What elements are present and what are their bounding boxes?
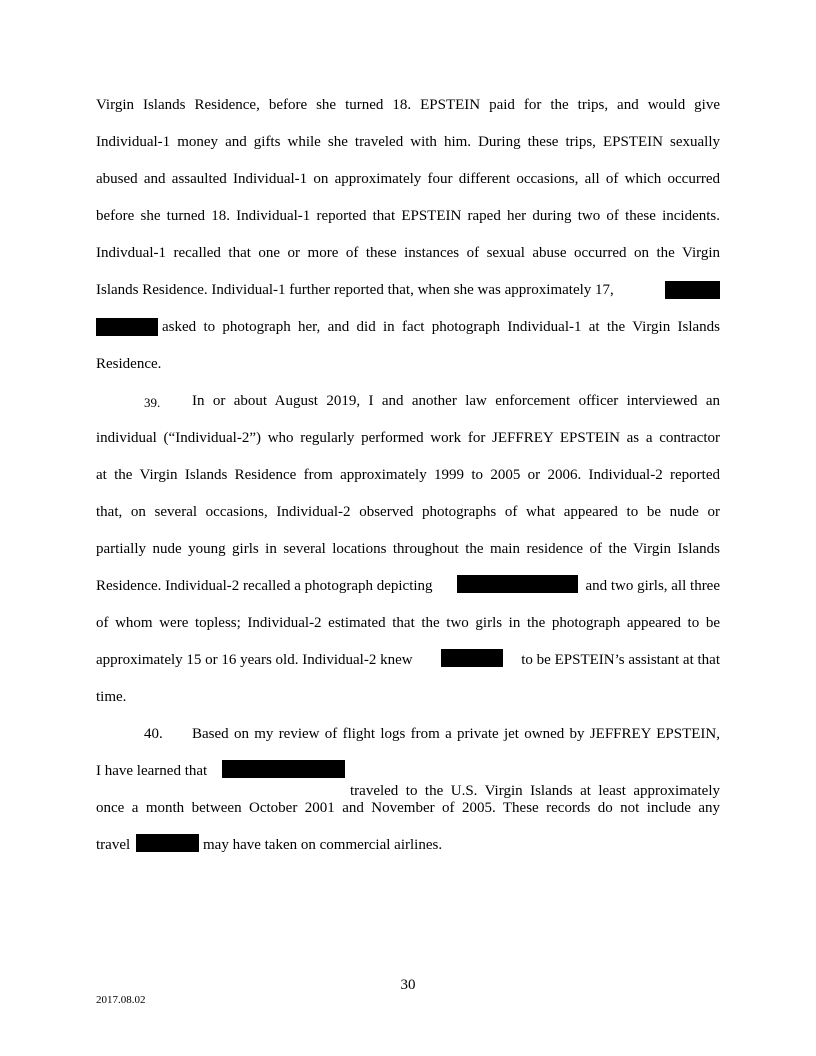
text-segment: travel bbox=[96, 837, 131, 853]
redaction-box bbox=[441, 649, 503, 667]
text-segment: and two girls, all three bbox=[585, 578, 720, 594]
text-line: Residence. bbox=[96, 356, 162, 372]
redaction-box bbox=[665, 281, 720, 299]
text-line: Indivdual-1 recalled that one or more of these instances of sexual abuse occurred on the Virgin bbox=[96, 245, 720, 261]
text-line bbox=[96, 835, 720, 855]
date-stamp: 2017.08.02 bbox=[96, 994, 146, 1006]
text-segment: traveled to the U.S. Virgin Islands at least approximately bbox=[350, 783, 720, 799]
text-line bbox=[96, 650, 720, 670]
redaction-box bbox=[222, 760, 345, 778]
text-line: Virgin Islands Residence, before she turned 18. EPSTEIN paid for the trips, and would give bbox=[96, 97, 720, 113]
text-line: once a month between October 2001 and November of 2005. These records do not include any bbox=[96, 800, 720, 816]
text-line: time. bbox=[96, 689, 127, 705]
text-segment: I have learned that bbox=[96, 763, 208, 779]
text-line: abused and assaulted Individual-1 on approximately four different occasions, all of which occurred bbox=[96, 171, 720, 187]
text-line bbox=[96, 761, 720, 799]
redaction-box bbox=[136, 834, 199, 852]
redaction-box bbox=[96, 318, 158, 336]
text-segment: Residence. Individual-2 recalled a photograph depicting bbox=[96, 578, 433, 594]
paragraph-number: 40. bbox=[144, 726, 163, 742]
text-line: at the Virgin Islands Residence from approximately 1999 to 2005 or 2006. Individual-2 reported bbox=[96, 467, 720, 483]
text-segment: Based on my review of flight logs from a private jet owned by JEFFREY EPSTEIN, bbox=[192, 726, 720, 742]
text-segment: to be EPSTEIN’s assistant at that bbox=[521, 652, 720, 668]
text-line: partially nude young girls in several locations throughout the main residence of the Virgin Islands bbox=[96, 541, 720, 557]
text-line: before she turned 18. Individual-1 reported that EPSTEIN raped her during two of these incidents. bbox=[96, 208, 720, 224]
text-line bbox=[96, 317, 720, 337]
text-line: individual (“Individual-2”) who regularly performed work for JEFFREY EPSTEIN as a contractor bbox=[96, 430, 720, 446]
redaction-box bbox=[457, 575, 578, 593]
text-line: of whom were topless; Individual-2 estimated that the two girls in the photograph appeared to be bbox=[96, 615, 720, 631]
text-segment: Islands Residence. Individual-1 further reported that, when she was approximately 17, bbox=[96, 282, 614, 298]
page-number: 30 bbox=[400, 977, 416, 993]
text-line: Individual-1 money and gifts while she traveled with him. During these trips, EPSTEIN sexually bbox=[96, 134, 720, 150]
paragraph-number: 39. bbox=[144, 395, 161, 410]
text-line bbox=[96, 280, 720, 300]
text-segment: asked to photograph her, and did in fact photograph Individual-1 at the Virgin Islands bbox=[162, 319, 720, 335]
text-segment: In or about August 2019, I and another law enforcement officer interviewed an bbox=[192, 393, 720, 409]
paragraph-39 bbox=[0, 391, 816, 411]
paragraph-40 bbox=[0, 724, 816, 744]
text-line: that, on several occasions, Individual-2 observed photographs of what appeared to be nude or bbox=[96, 504, 720, 520]
text-segment: approximately 15 or 16 years old. Individual-2 knew bbox=[96, 652, 413, 668]
text-line bbox=[96, 576, 720, 596]
text-segment: may have taken on commercial airlines. bbox=[203, 837, 443, 853]
